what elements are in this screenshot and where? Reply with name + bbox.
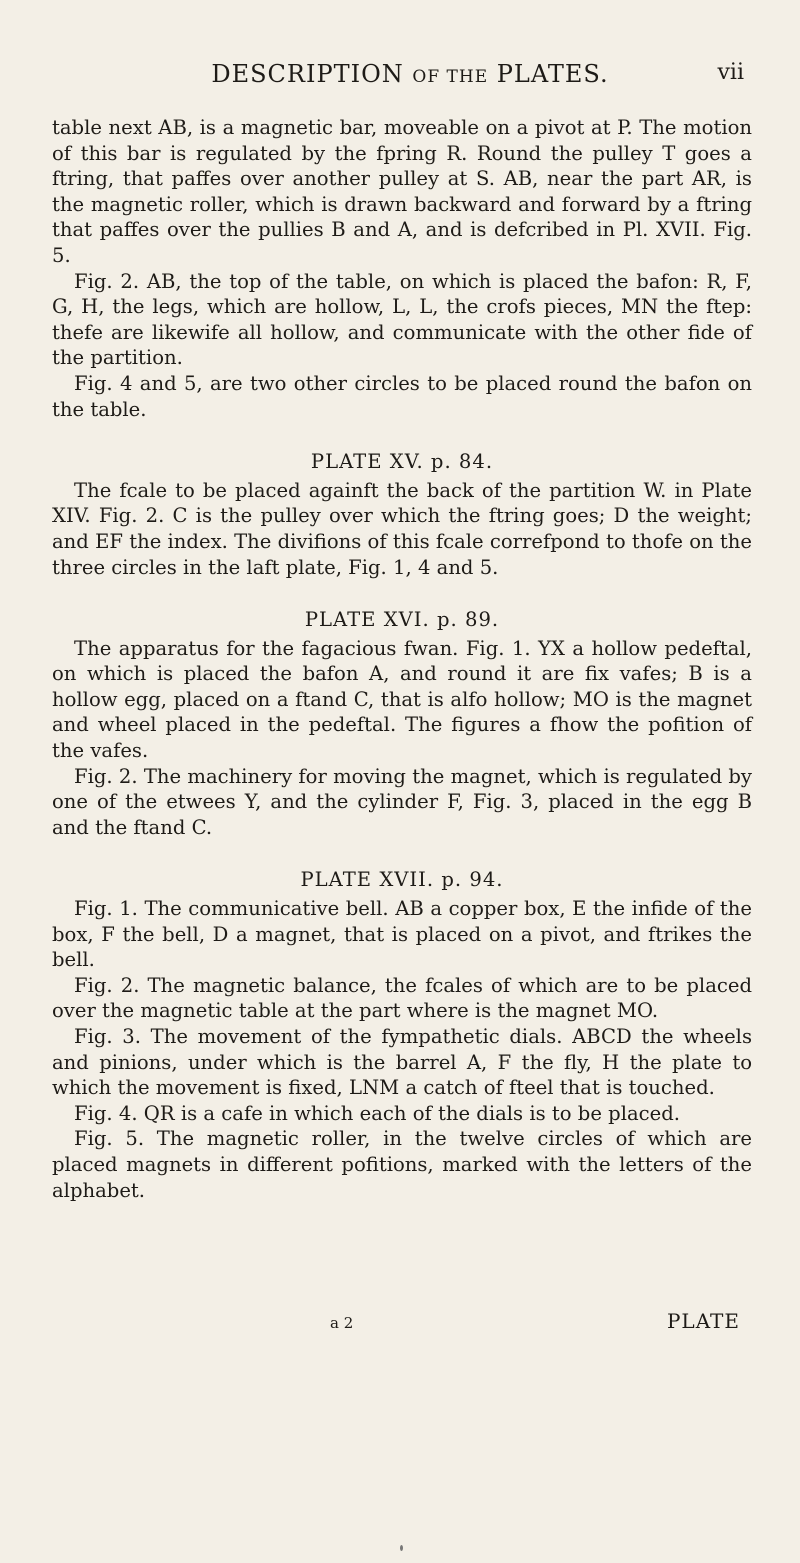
paragraph: Fig. 2. The magnetic balance, the fcales of which are to be placed over the magnetic table at the part where is the magnet MO.: [52, 973, 752, 1023]
catchword: PLATE: [666, 1309, 740, 1333]
paragraph: Fig. 4 and 5, are two other circles to be placed round the bafon on the table.: [52, 371, 752, 421]
running-head-of-the: OF THE: [412, 67, 489, 87]
paragraph: table next AB, is a magnetic bar, moveable on a pivot at P. The motion of this bar is regulated by the fpring R. Round the pulley T goes a ftring, that paffes over another pulley at S. AB, near the part AR, is the magnetic roller, which is drawn backward and forward by a ftring that paffes over the pullies B and A, and is defcribed in Pl. XVII. Fig. 5.: [52, 116, 752, 267]
ink-speck: [400, 1545, 403, 1551]
paragraph: The fcale to be placed againft the back of the partition W. in Plate XIV. Fig. 2. C is the pulley over which the ftring goes; D the weight; and EF the index. The divifions of this fcale correfpond to thofe on the three circles in the laft plate, Fig. 1, 4 and 5.: [52, 478, 752, 579]
paragraph: The apparatus for the fagacious fwan. Fig. 1. YX a hollow pedeftal, on which is placed the bafon A, and round it are fix vafes; B is a hollow egg, placed on a ftand C, that is alfo hollow; MO is the magnet and wheel placed in the pedeftal. The figures a fhow the pofition of the vafes.: [52, 636, 752, 763]
body-text: [52, 115, 752, 1203]
paragraph: Fig. 3. The movement of the fympathetic dials. ABCD the wheels and pinions, under which is the barrel A, F the fly, H the plate to which the movement is fixed, LNM a catch of fteel that is touched.: [52, 1025, 752, 1100]
paragraph: Fig. 1. The communicative bell. AB a copper box, E the infide of the box, F the bell, D a magnet, that is placed on a pivot, and ftrikes the bell.: [52, 897, 752, 972]
page-number: vii: [717, 60, 744, 85]
paragraph: Fig. 5. The magnetic roller, in the twelve circles of which are placed magnets in different pofitions, marked with the letters of the alphabet.: [52, 1127, 752, 1202]
paragraph: Fig. 2. AB, the top of the table, on which is placed the bafon: R, F, G, H, the legs, which are hollow, L, L, the crofs pieces, MN the ftep: thefe are likewife all hollow, and communicate with the other fide of the partition.: [52, 269, 752, 370]
signature-mark: a 2: [330, 1314, 354, 1332]
plate-xvii-heading: PLATE XVII. p. 94.: [300, 868, 504, 892]
plate-xvi-heading: PLATE XVI. p. 89.: [304, 608, 500, 632]
running-head-description: DESCRIPTION: [211, 60, 404, 88]
running-head: [200, 60, 620, 88]
paragraph: Fig. 2. The machinery for moving the magnet, which is regulated by one of the etwees Y, and the cylinder F, Fig. 3, placed in the egg B and the ftand C.: [52, 764, 752, 839]
paragraph: Fig. 4. QR is a cafe in which each of the dials is to be placed.: [74, 1101, 680, 1125]
running-head-plates: PLATES.: [496, 60, 609, 88]
plate-xv-heading: PLATE XV. p. 84.: [310, 450, 494, 474]
